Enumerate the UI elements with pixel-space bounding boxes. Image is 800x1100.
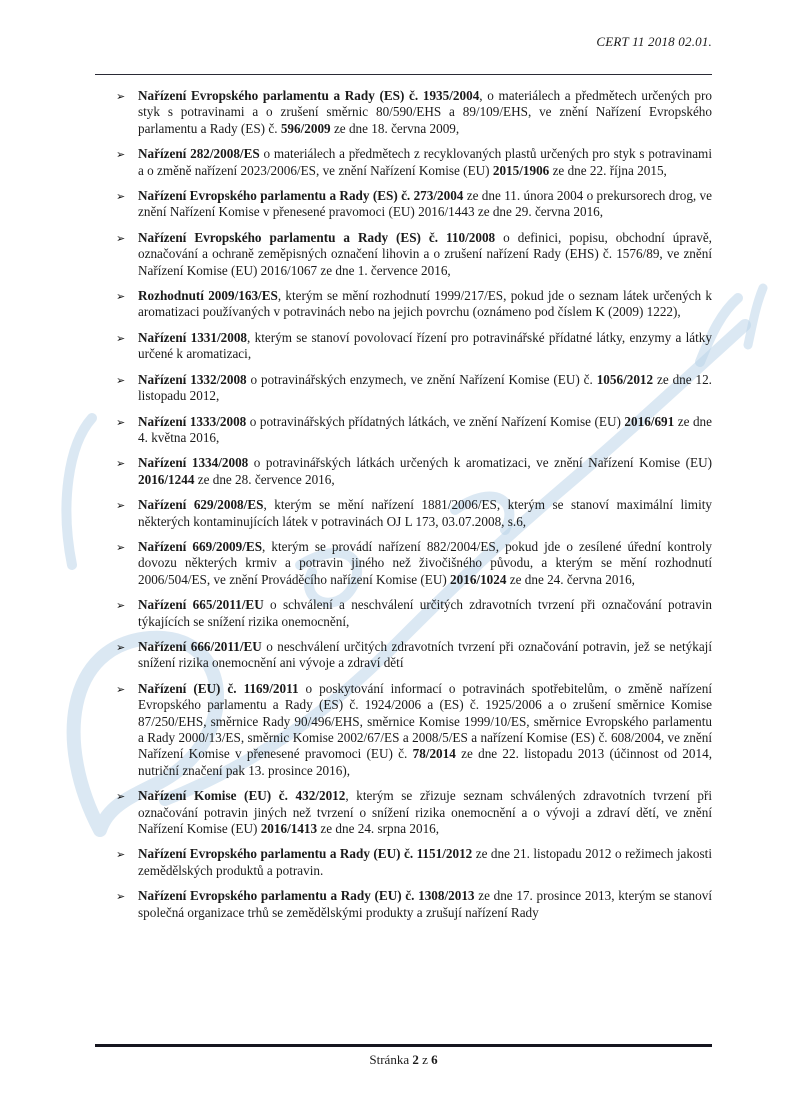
list-item xyxy=(116,539,712,588)
arrow-bullet-icon: ➢ xyxy=(116,416,126,429)
list-item xyxy=(116,414,712,447)
list-item-text: Nařízení 1332/2008 o potravinářských enzymech, ve znění Nařízení Komise (EU) č. 1056/2012 ze dne 12. listopadu 2012, xyxy=(138,371,712,404)
list-item-text: Nařízení Evropského parlamentu a Rady (ES) č. 1935/2004, o materiálech a předmětech určených pro styk s potravinami a o zrušení směrnic 80/590/EHS a 89/109/EHS, ve znění Nařízení Evropského parlamentu a Rady (ES) č. 596/2009 ze dne 18. června 2009, xyxy=(138,88,712,136)
list-item xyxy=(116,146,712,179)
arrow-bullet-icon: ➢ xyxy=(116,149,126,162)
list-item xyxy=(116,230,712,279)
arrow-bullet-icon: ➢ xyxy=(116,891,126,904)
list-item-text: Rozhodnutí 2009/163/ES, kterým se mění rozhodnutí 1999/217/ES, pokud jde o seznam látek určených k aromatizaci používaných v potravinách nebo na jejich povrchu (oznámeno pod číslem K (2009) 1222), xyxy=(138,288,713,320)
list-item-text: Nařízení 666/2011/EU o neschválení určitých zdravotních tvrzení při označování potravin, jež se netýkají snížení rizika onemocnění ani vývoje a zdraví dětí xyxy=(138,638,712,671)
list-item xyxy=(116,846,712,879)
list-item-text: Nařízení 282/2008/ES o materiálech a předmětech z recyklovaných plastů určených pro styk s potravinami a o změně nařízení 2023/2006/ES, ve znění Nařízení Komise (EU) 2015/1906 ze dne 22. října 2015, xyxy=(138,146,712,178)
list-item-text: Nařízení Evropského parlamentu a Rady (EU) č. 1151/2012 ze dne 21. listopadu 2012 o režimech jakosti zemědělských produktů a potravin. xyxy=(138,846,712,878)
list-item xyxy=(116,455,712,488)
page-footer xyxy=(95,1044,712,1068)
list-item xyxy=(116,288,712,321)
list-item-text: Nařízení Evropského parlamentu a Rady (ES) č. 110/2008 o definici, popisu, obchodní úpravě, označování a ochraně zeměpisných označení lihovin a o zrušení nařízení Rady (EHS) č. 1576/89, ve znění Nařízení Komise (EU) 2016/1067 ze dne 1. července 2016, xyxy=(138,229,712,278)
arrow-bullet-icon: ➢ xyxy=(116,541,126,554)
arrow-bullet-icon: ➢ xyxy=(116,500,126,513)
arrow-bullet-icon: ➢ xyxy=(116,374,126,387)
footer-rule xyxy=(95,1044,712,1047)
document-code: CERT 11 2018 02.01. xyxy=(596,34,712,49)
list-item-text: Nařízení Evropského parlamentu a Rady (ES) č. 273/2004 ze dne 11. února 2004 o prekursorech drog, ve znění Nařízení Komise v přenesené pravomoci (EU) 2016/1443 ze dne 29. června 2016, xyxy=(138,188,712,220)
arrow-bullet-icon: ➢ xyxy=(116,458,126,471)
list-item xyxy=(116,788,712,837)
arrow-bullet-icon: ➢ xyxy=(116,791,126,804)
arrow-bullet-icon: ➢ xyxy=(116,641,126,654)
arrow-bullet-icon: ➢ xyxy=(116,849,126,862)
list-item xyxy=(116,639,712,672)
arrow-bullet-icon: ➢ xyxy=(116,191,126,204)
list-item xyxy=(116,681,712,779)
list-item xyxy=(116,597,712,630)
arrow-bullet-icon: ➢ xyxy=(116,232,126,245)
list-item xyxy=(116,188,712,221)
list-item xyxy=(116,888,712,921)
document-header xyxy=(95,34,712,50)
list-item-text: Nařízení (EU) č. 1169/2011 o poskytování informací o potravinách spotřebitelům, o změně nařízení Evropského parlamentu a Rady (ES) č. 1924/2006 a (ES) č. 1925/2006 a o zrušení směrnice Komise 87/250/EHS, směrnice Rady 90/496/EHS, směrnice Komise 1999/10/ES, směrnice Evropského parlamentu a Rady 2000/13/ES, směrnic Komise 2002/67/ES a 2008/5/ES a nařízení Komise (ES) č. 608/2004, ve znění Nařízení Komise v přenesené pravomoci (EU) č. 78/2014 ze dne 22. listopadu 2013 (účinnost od 2014, nutriční značení pak 13. prosince 2016), xyxy=(138,680,712,778)
arrow-bullet-icon: ➢ xyxy=(116,291,126,304)
arrow-bullet-icon: ➢ xyxy=(116,600,126,613)
list-item-text: Nařízení 629/2008/ES, kterým se mění nařízení 1881/2006/ES, kterým se stanoví maximální limity některých kontaminujících látek v potravinách OJ L 173, 03.07.2008, s.6, xyxy=(138,497,712,529)
list-item-text: Nařízení 665/2011/EU o schválení a neschválení určitých zdravotních tvrzení při označování potravin týkajících se snížení rizika onemocnění, xyxy=(138,597,712,629)
regulation-list xyxy=(116,88,712,930)
list-item-text: Nařízení 669/2009/ES, kterým se provádí nařízení 882/2004/ES, pokud jde o zesílené úřední kontroly dovozu některých krmiv a potravin jiného než živočišného původu, a kterým se mění rozhodnutí 2006/504/ES, ve znění Prováděcího nařízení Komise (EU) 2016/1024 ze dne 24. června 2016, xyxy=(138,538,712,587)
list-item-text: Nařízení 1331/2008, kterým se stanoví povolovací řízení pro potravinářské přídatné látky, enzymy a látky určené k aromatizaci, xyxy=(138,329,712,362)
list-item xyxy=(116,88,712,137)
list-item xyxy=(116,497,712,530)
arrow-bullet-icon: ➢ xyxy=(116,332,126,345)
list-item xyxy=(116,330,712,363)
list-item xyxy=(116,372,712,405)
list-item-text: Nařízení Komise (EU) č. 432/2012, kterým se zřizuje seznam schválených zdravotních tvrzení při označování potravin jiných než tvrzení o snížení rizika onemocnění a o vývoji a zdraví dětí, ve znění Nařízení Komise (EU) 2016/1413 ze dne 24. srpna 2016, xyxy=(138,788,712,837)
page-number-text: Stránka 2 z 6 xyxy=(369,1052,438,1067)
header-rule xyxy=(95,74,712,75)
arrow-bullet-icon: ➢ xyxy=(116,91,126,103)
list-item-text: Nařízení Evropského parlamentu a Rady (EU) č. 1308/2013 ze dne 17. prosince 2013, kterým se stanoví společná organizace trhů se zemědělskými produkty a zrušují nařízení Rady xyxy=(138,888,712,920)
list-item-text: Nařízení 1334/2008 o potravinářských látkách určených k aromatizaci, ve znění Nařízení Komise (EU) 2016/1244 ze dne 28. července 2016, xyxy=(138,455,712,487)
arrow-bullet-icon: ➢ xyxy=(116,683,126,696)
list-item-text: Nařízení 1333/2008 o potravinářských přídatných látkách, ve znění Nařízení Komise (EU) 2016/691 ze dne 4. května 2016, xyxy=(138,413,713,445)
